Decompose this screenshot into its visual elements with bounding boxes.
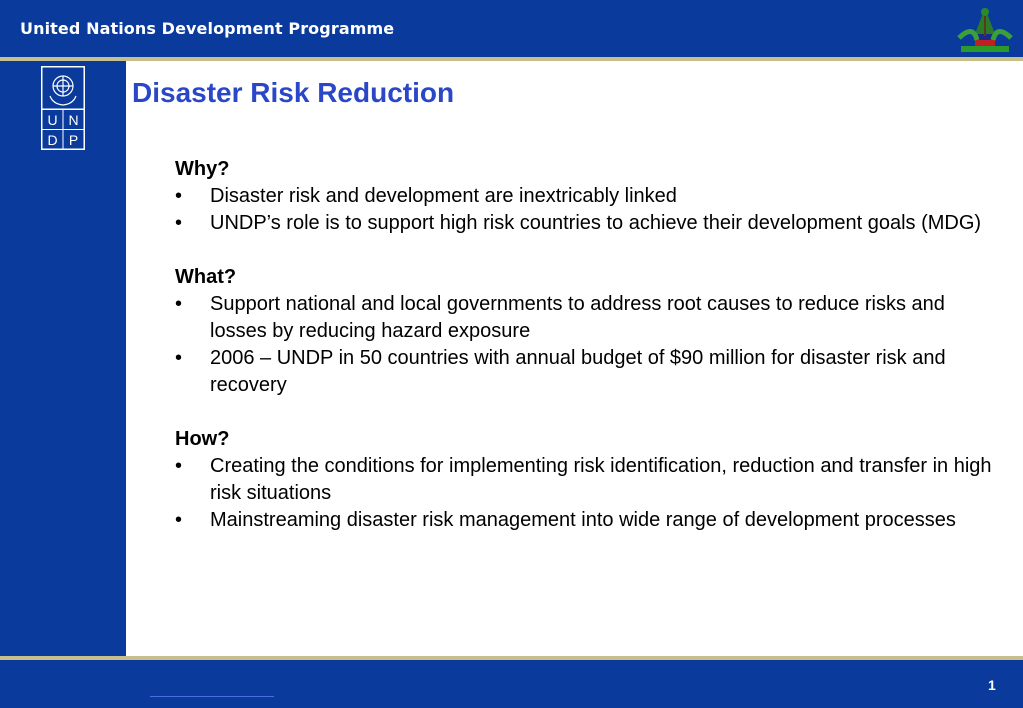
logo-letter-p: P	[68, 132, 79, 148]
bottom-banner	[0, 660, 1023, 708]
list-item: • Disaster risk and development are inextricably linked	[175, 185, 677, 207]
bullet-text: Mainstreaming disaster risk management into wide range of development processes	[210, 509, 956, 531]
coat-of-arms-icon	[953, 4, 1017, 56]
list-item: • Support national and local governments to address root causes to reduce risks and losses by reducing hazard exposure	[175, 293, 945, 342]
list-item: • Mainstreaming disaster risk management into wide range of development processes	[175, 509, 956, 531]
bullet-text: Disaster risk and development are inextricably linked	[210, 185, 677, 207]
slide-title: Disaster Risk Reduction	[132, 77, 455, 108]
left-sidebar	[0, 61, 126, 657]
bullet-text: Support national and local governments to address root causes to reduce risks and losses by reducing hazard exposure	[210, 293, 945, 342]
what-bullet-list	[175, 291, 1005, 399]
top-banner	[0, 0, 1023, 57]
section-heading-how: How?	[175, 428, 230, 450]
list-item: • Creating the conditions for implementing risk identification, reduction and transfer in high risk situations	[175, 455, 992, 504]
logo-letter-u: U	[47, 112, 58, 128]
org-title: United Nations Development Programme	[20, 19, 395, 38]
top-divider	[0, 57, 1023, 61]
list-item: • UNDP’s role is to support high risk countries to achieve their development goals (MDG)	[175, 212, 982, 234]
section-heading-why: Why?	[175, 158, 230, 180]
list-item: • 2006 – UNDP in 50 countries with annual budget of $90 million for disaster risk and recovery	[175, 347, 946, 396]
bullet-text: 2006 – UNDP in 50 countries with annual budget of $90 million for disaster risk and recovery	[210, 347, 946, 396]
slide-content	[175, 156, 1005, 534]
why-bullet-list	[175, 183, 1005, 237]
bullet-text: UNDP’s role is to support high risk countries to achieve their development goals (MDG)	[210, 212, 982, 234]
logo-letter-n: N	[68, 112, 79, 128]
page-number: 1	[988, 677, 996, 693]
logo-letter-d: D	[47, 132, 58, 148]
footer-underline	[150, 696, 274, 697]
how-bullet-list	[175, 453, 1005, 534]
undp-logo	[41, 66, 85, 150]
bullet-text: Creating the conditions for implementing risk identification, reduction and transfer in high risk situations	[210, 455, 992, 504]
section-heading-what: What?	[175, 266, 237, 288]
